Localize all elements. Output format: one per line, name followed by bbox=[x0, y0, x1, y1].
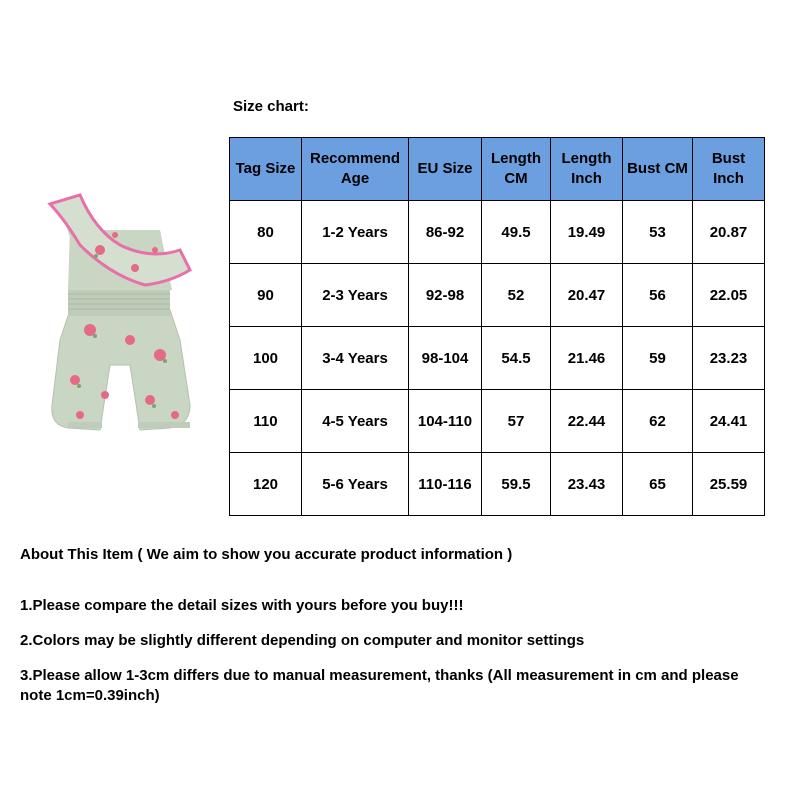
cell-bust-inch: 25.59 bbox=[693, 453, 765, 516]
table-row bbox=[230, 201, 765, 264]
cell-length-cm: 54.5 bbox=[482, 327, 551, 390]
cell-length-inch: 23.43 bbox=[551, 453, 623, 516]
note-color-difference: 2.Colors may be slightly different depending on computer and monitor settings bbox=[20, 632, 585, 649]
cell-recommend-age: 5-6 Years bbox=[302, 453, 409, 516]
cell-recommend-age: 2-3 Years bbox=[302, 264, 409, 327]
cell-bust-inch: 22.05 bbox=[693, 264, 765, 327]
cell-recommend-age: 4-5 Years bbox=[302, 390, 409, 453]
cell-tag-size: 90 bbox=[230, 264, 302, 327]
cell-recommend-age: 3-4 Years bbox=[302, 327, 409, 390]
cell-bust-cm: 56 bbox=[623, 264, 693, 327]
cell-eu-size: 86-92 bbox=[409, 201, 482, 264]
cell-length-inch: 22.44 bbox=[551, 390, 623, 453]
cell-length-cm: 57 bbox=[482, 390, 551, 453]
size-chart-table bbox=[229, 137, 765, 516]
cell-bust-cm: 59 bbox=[623, 327, 693, 390]
cell-length-cm: 59.5 bbox=[482, 453, 551, 516]
cell-eu-size: 98-104 bbox=[409, 327, 482, 390]
cell-bust-inch: 20.87 bbox=[693, 201, 765, 264]
table-header-row bbox=[230, 138, 765, 201]
cell-bust-cm: 62 bbox=[623, 390, 693, 453]
cell-eu-size: 104-110 bbox=[409, 390, 482, 453]
cell-tag-size: 80 bbox=[230, 201, 302, 264]
header-bust-inch: Bust Inch bbox=[693, 138, 765, 201]
note-compare-sizes: 1.Please compare the detail sizes with yours before you buy!!! bbox=[20, 597, 464, 614]
cell-length-inch: 20.47 bbox=[551, 264, 623, 327]
table-row bbox=[230, 264, 765, 327]
note-measurement-tolerance: 3.Please allow 1-3cm differs due to manual measurement, thanks (All measurement in cm and please note 1cm=0.39inch) bbox=[20, 667, 739, 704]
romper-product-image bbox=[40, 190, 200, 440]
cell-bust-cm: 65 bbox=[623, 453, 693, 516]
cell-length-inch: 19.49 bbox=[551, 201, 623, 264]
header-recommend-age: Recommend Age bbox=[302, 138, 409, 201]
header-eu-size: EU Size bbox=[409, 138, 482, 201]
header-bust-cm: Bust CM bbox=[623, 138, 693, 201]
cell-bust-inch: 23.23 bbox=[693, 327, 765, 390]
about-item-title: About This Item ( We aim to show you accurate product information ) bbox=[20, 546, 513, 563]
table-row bbox=[230, 327, 765, 390]
cell-length-cm: 49.5 bbox=[482, 201, 551, 264]
size-chart-label: Size chart: bbox=[233, 98, 309, 115]
header-tag-size: Tag Size bbox=[230, 138, 302, 201]
cell-bust-cm: 53 bbox=[623, 201, 693, 264]
table-row bbox=[230, 390, 765, 453]
cell-length-cm: 52 bbox=[482, 264, 551, 327]
header-length-inch: Length Inch bbox=[551, 138, 623, 201]
header-length-cm: Length CM bbox=[482, 138, 551, 201]
table-row bbox=[230, 453, 765, 516]
cell-eu-size: 92-98 bbox=[409, 264, 482, 327]
cell-bust-inch: 24.41 bbox=[693, 390, 765, 453]
cell-recommend-age: 1-2 Years bbox=[302, 201, 409, 264]
cell-length-inch: 21.46 bbox=[551, 327, 623, 390]
cell-tag-size: 110 bbox=[230, 390, 302, 453]
cell-eu-size: 110-116 bbox=[409, 453, 482, 516]
cell-tag-size: 120 bbox=[230, 453, 302, 516]
cell-tag-size: 100 bbox=[230, 327, 302, 390]
